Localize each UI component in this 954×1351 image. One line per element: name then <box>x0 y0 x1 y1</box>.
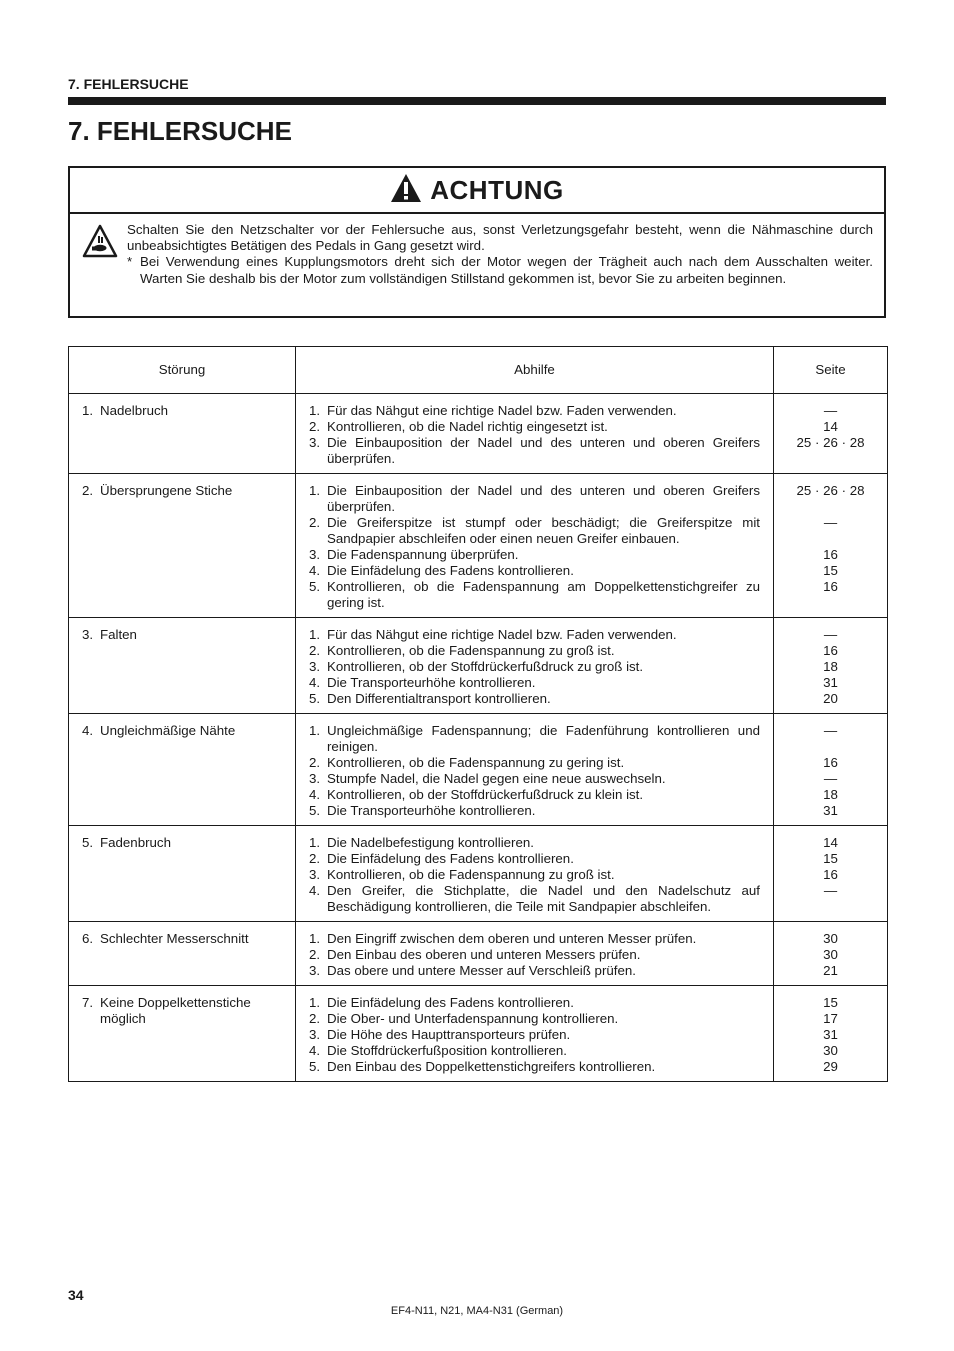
remedy-item <box>309 675 760 691</box>
fault-number: 6. <box>82 931 94 946</box>
column-header-page: Seite <box>774 347 888 394</box>
remedy-list <box>309 931 760 979</box>
troubleshooting-table <box>68 346 888 1082</box>
remedy-item <box>309 547 760 563</box>
remedy-item <box>309 1027 760 1043</box>
fault-name: Fadenbruch <box>100 835 171 850</box>
remedy-text: Die Ober- und Unterfadenspannung kontrollieren. <box>327 1011 619 1026</box>
warning-header <box>70 168 884 214</box>
remedy-text: Die Einfädelung des Fadens kontrollieren. <box>327 563 574 578</box>
page-ref: — <box>823 883 838 898</box>
table-row <box>69 714 888 826</box>
page-ref: 25 · 26 · 28 <box>796 483 865 498</box>
fault-name: Keine Doppelkettenstiche möglich <box>100 995 251 1026</box>
warning-note-text: Bei Verwendung eines Kupplungsmotors dreht sich der Motor wegen der Trägheit auch nach dem Ausschalten weiter. Warten Sie deshalb bis der Motor zum vollständigen Stillstand gekommen ist, bevor Sie zu arbeiten beginnen. <box>140 254 873 286</box>
fault-label <box>82 931 282 947</box>
remedy-text: Die Einbauposition der Nadel und des unteren und oberen Greifers überprüfen. <box>327 483 760 514</box>
remedy-item <box>309 1011 760 1027</box>
page-ref <box>787 531 874 547</box>
fault-label <box>82 995 282 1027</box>
remedy-text: Die Höhe des Haupttransporteurs prüfen. <box>327 1027 571 1042</box>
page-ref: — <box>823 627 838 642</box>
remedy-item <box>309 947 760 963</box>
column-header-remedy: Abhilfe <box>296 347 774 394</box>
fault-number: 3. <box>82 627 94 642</box>
remedy-list <box>309 403 760 467</box>
page-ref: — <box>823 515 838 530</box>
remedy-text: Die Nadelbefestigung kontrollieren. <box>327 835 534 850</box>
remedy-item <box>309 691 760 707</box>
page-ref: 15 <box>823 563 838 578</box>
page-ref-cell <box>774 986 888 1082</box>
remedy-cell <box>296 826 774 922</box>
fault-number: 2. <box>82 483 94 498</box>
remedy-text: Kontrollieren, ob die Fadenspannung am Doppelkettenstichgreifer zu gering ist. <box>327 579 760 610</box>
remedy-number: 4. <box>309 883 321 898</box>
warning-body <box>70 214 884 316</box>
remedy-number: 5. <box>309 579 321 594</box>
page-ref-cell <box>774 826 888 922</box>
remedy-text: Für das Nähgut eine richtige Nadel bzw. Faden verwenden. <box>327 403 677 418</box>
table-row <box>69 394 888 474</box>
fault-cell <box>69 986 296 1082</box>
table-row <box>69 922 888 986</box>
table-row <box>69 986 888 1082</box>
remedy-item <box>309 787 760 803</box>
remedy-cell <box>296 986 774 1082</box>
remedy-list <box>309 723 760 819</box>
remedy-item <box>309 1059 760 1075</box>
page-ref: 17 <box>823 1011 838 1026</box>
page-ref <box>787 739 874 755</box>
fault-cell <box>69 394 296 474</box>
page-ref: 29 <box>823 1059 838 1074</box>
remedy-number: 3. <box>309 771 321 786</box>
page-ref: 14 <box>823 419 838 434</box>
remedy-number: 1. <box>309 835 321 850</box>
remedy-cell <box>296 714 774 826</box>
page-ref: 20 <box>823 691 838 706</box>
page-ref: 25 · 26 · 28 <box>796 435 865 450</box>
page-number: 34 <box>68 1287 84 1303</box>
remedy-item <box>309 835 760 851</box>
remedy-item <box>309 851 760 867</box>
page-ref: 18 <box>823 787 838 802</box>
remedy-item <box>309 627 760 643</box>
remedy-number: 2. <box>309 947 321 962</box>
remedy-cell <box>296 474 774 618</box>
table-header-row <box>69 347 888 394</box>
remedy-number: 3. <box>309 659 321 674</box>
fault-label <box>82 403 282 419</box>
warning-paragraph: Schalten Sie den Netzschalter vor der Fehlersuche aus, sonst Verletzungsgefahr besteht, wenn die Nähmaschine durch unbeabsichtigtes Betätigen des Pedals in Gang gesetzt wird. <box>127 222 873 254</box>
remedy-number: 2. <box>309 1011 321 1026</box>
remedy-number: 2. <box>309 851 321 866</box>
remedy-number: 3. <box>309 547 321 562</box>
fault-name: Schlechter Messerschnitt <box>100 931 249 946</box>
page-title: 7. FEHLERSUCHE <box>68 116 292 146</box>
remedy-item <box>309 867 760 883</box>
page-ref: 31 <box>823 675 838 690</box>
hand-injury-icon <box>82 224 118 263</box>
remedy-item <box>309 755 760 771</box>
remedy-text: Ungleichmäßige Fadenspannung; die Fadenführung kontrollieren und reinigen. <box>327 723 760 754</box>
remedy-item <box>309 563 760 579</box>
remedy-number: 1. <box>309 483 321 498</box>
page-ref: 14 <box>823 835 838 850</box>
remedy-number: 2. <box>309 515 321 530</box>
remedy-item <box>309 723 760 755</box>
page-ref-cell <box>774 714 888 826</box>
page-ref-cell <box>774 922 888 986</box>
remedy-item <box>309 931 760 947</box>
model-footer: EF4-N11, N21, MA4-N31 (German) <box>390 1305 564 1317</box>
page-ref: — <box>823 771 838 786</box>
page-ref-cell <box>774 394 888 474</box>
page-ref: 18 <box>823 659 838 674</box>
warning-text <box>127 222 873 287</box>
remedy-number: 2. <box>309 755 321 770</box>
remedy-number: 5. <box>309 803 321 818</box>
remedy-number: 4. <box>309 563 321 578</box>
fault-cell <box>69 922 296 986</box>
fault-label <box>82 723 282 739</box>
remedy-number: 4. <box>309 675 321 690</box>
remedy-number: 1. <box>309 403 321 418</box>
remedy-list <box>309 835 760 915</box>
remedy-text: Die Einfädelung des Fadens kontrollieren. <box>327 995 574 1010</box>
column-header-fault: Störung <box>69 347 296 394</box>
remedy-number: 4. <box>309 1043 321 1058</box>
remedy-number: 1. <box>309 723 321 738</box>
remedy-text: Den Greifer, die Stichplatte, die Nadel und den Nadelschutz auf Beschädigung kontrollieren, die Teile mit Sandpapier abschleifen. <box>327 883 760 914</box>
fault-number: 4. <box>82 723 94 738</box>
fault-number: 7. <box>82 995 94 1010</box>
remedy-text: Die Einfädelung des Fadens kontrollieren. <box>327 851 574 866</box>
warning-triangle-icon <box>390 173 422 208</box>
remedy-text: Kontrollieren, ob der Stoffdrückerfußdruck zu groß ist. <box>327 659 644 674</box>
remedy-item <box>309 963 760 979</box>
remedy-item <box>309 995 760 1011</box>
fault-name: Falten <box>100 627 137 642</box>
remedy-number: 1. <box>309 931 321 946</box>
page-ref-cell <box>774 618 888 714</box>
remedy-list <box>309 995 760 1075</box>
remedy-item <box>309 883 760 915</box>
fault-cell <box>69 826 296 922</box>
remedy-text: Den Eingriff zwischen dem oberen und unteren Messer prüfen. <box>327 931 697 946</box>
remedy-item <box>309 771 760 787</box>
remedy-number: 3. <box>309 1027 321 1042</box>
page-ref: 16 <box>823 579 838 594</box>
fault-cell <box>69 618 296 714</box>
page-ref: 16 <box>823 643 838 658</box>
remedy-number: 3. <box>309 435 321 450</box>
table-row <box>69 826 888 922</box>
remedy-text: Kontrollieren, ob die Fadenspannung zu gering ist. <box>327 755 625 770</box>
remedy-number: 1. <box>309 627 321 642</box>
remedy-item <box>309 515 760 547</box>
page-ref: 31 <box>823 803 838 818</box>
fault-label <box>82 627 282 643</box>
remedy-list <box>309 483 760 611</box>
remedy-text: Die Fadenspannung überprüfen. <box>327 547 519 562</box>
fault-name: Nadelbruch <box>100 403 169 418</box>
remedy-number: 5. <box>309 1059 321 1074</box>
page-ref: 16 <box>823 867 838 882</box>
remedy-list <box>309 627 760 707</box>
remedy-cell <box>296 618 774 714</box>
page-ref: 16 <box>823 547 838 562</box>
remedy-text: Die Stoffdrückerfußposition kontrollieren. <box>327 1043 567 1058</box>
note-asterisk: * <box>127 254 133 270</box>
page-ref: — <box>823 403 838 418</box>
remedy-item <box>309 643 760 659</box>
remedy-text: Das obere und untere Messer auf Verschleiß prüfen. <box>327 963 636 978</box>
remedy-text: Für das Nähgut eine richtige Nadel bzw. Faden verwenden. <box>327 627 677 642</box>
page-ref: 21 <box>823 963 838 978</box>
warning-box <box>68 166 886 318</box>
remedy-text: Den Differentialtransport kontrollieren. <box>327 691 551 706</box>
page-ref: — <box>823 723 838 738</box>
remedy-number: 3. <box>309 867 321 882</box>
remedy-text: Kontrollieren, ob die Fadenspannung zu groß ist. <box>327 867 615 882</box>
table-row <box>69 474 888 618</box>
remedy-number: 1. <box>309 995 321 1010</box>
page-ref: 15 <box>823 851 838 866</box>
remedy-text: Die Greiferspitze ist stumpf oder beschädigt; die Greiferspitze mit Sandpapier abschleifen oder einen neuen Greifer einbauen. <box>327 515 760 546</box>
remedy-text: Den Einbau des oberen und unteren Messers prüfen. <box>327 947 641 962</box>
fault-name: Übersprungene Stiche <box>100 483 233 498</box>
page-ref-cell <box>774 474 888 618</box>
remedy-text: Kontrollieren, ob der Stoffdrückerfußdruck zu klein ist. <box>327 787 644 802</box>
remedy-text: Stumpfe Nadel, die Nadel gegen eine neue auswechseln. <box>327 771 666 786</box>
running-head: 7. FEHLERSUCHE <box>68 76 189 92</box>
remedy-number: 2. <box>309 643 321 658</box>
remedy-text: Die Transporteurhöhe kontrollieren. <box>327 675 536 690</box>
warning-note <box>127 254 873 286</box>
remedy-cell <box>296 922 774 986</box>
remedy-text: Den Einbau des Doppelkettenstichgreifers kontrollieren. <box>327 1059 656 1074</box>
page-ref <box>787 499 874 515</box>
remedy-cell <box>296 394 774 474</box>
remedy-item <box>309 483 760 515</box>
fault-cell <box>69 474 296 618</box>
remedy-item <box>309 803 760 819</box>
fault-name: Ungleichmäßige Nähte <box>100 723 236 738</box>
remedy-text: Die Transporteurhöhe kontrollieren. <box>327 803 536 818</box>
remedy-text: Kontrollieren, ob die Nadel richtig eingesetzt ist. <box>327 419 608 434</box>
remedy-item <box>309 659 760 675</box>
remedy-item <box>309 419 760 435</box>
fault-label <box>82 835 282 851</box>
remedy-item <box>309 1043 760 1059</box>
fault-number: 1. <box>82 403 94 418</box>
page-ref: 15 <box>823 995 838 1010</box>
remedy-text: Die Einbauposition der Nadel und des unteren und oberen Greifers überprüfen. <box>327 435 760 466</box>
page-ref: 16 <box>823 755 838 770</box>
remedy-number: 5. <box>309 691 321 706</box>
fault-label <box>82 483 282 499</box>
table-row <box>69 618 888 714</box>
header-rule <box>68 97 886 105</box>
remedy-number: 3. <box>309 963 321 978</box>
page-ref: 31 <box>823 1027 838 1042</box>
remedy-number: 4. <box>309 787 321 802</box>
remedy-item <box>309 579 760 611</box>
page-ref: 30 <box>823 931 838 946</box>
remedy-number: 2. <box>309 419 321 434</box>
fault-number: 5. <box>82 835 94 850</box>
remedy-item <box>309 403 760 419</box>
fault-cell <box>69 714 296 826</box>
remedy-text: Kontrollieren, ob die Fadenspannung zu groß ist. <box>327 643 615 658</box>
page-ref: 30 <box>823 947 838 962</box>
warning-heading: ACHTUNG <box>430 174 564 205</box>
remedy-item <box>309 435 760 467</box>
page-ref: 30 <box>823 1043 838 1058</box>
